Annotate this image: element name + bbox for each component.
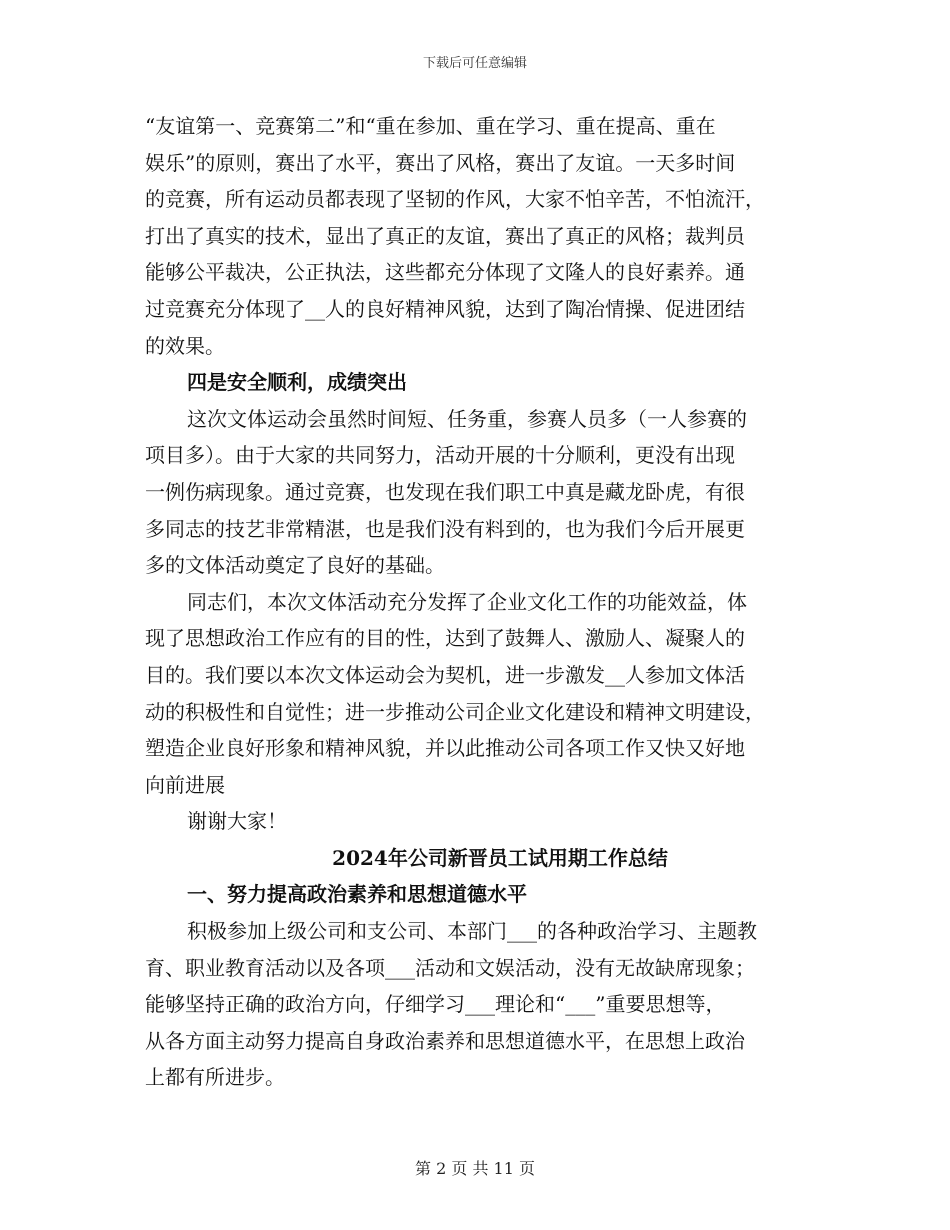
paragraph-line: 项目多）。由于大家的共同努力，活动开展的十分顺利，更没有出现 — [145, 443, 735, 468]
section-heading: 四是安全顺利，成绩突出 — [187, 370, 407, 395]
header-note: 下载后可任意编辑 — [422, 56, 527, 71]
paragraph-line: 动的积极性和自觉性；进一步推动公司企业文化建设和精神文明建设， — [145, 699, 765, 724]
paragraph-line: “友谊第一、竞赛第二”和“重在参加、重在学习、重在提高、重在 — [145, 114, 716, 138]
document-title: 2024年公司新晋员工试用期工作总结 — [332, 845, 668, 870]
paragraph-line: 的效果。 — [145, 333, 225, 358]
closing-line: 谢谢大家！ — [187, 809, 287, 834]
paragraph-line: 现了思想政治工作应有的目的性，达到了鼓舞人、激励人、凝聚人的 — [145, 626, 745, 651]
paragraph-line: 打出了真实的技术，显出了真正的友谊，赛出了真正的风格；裁判员 — [145, 223, 745, 248]
paragraph-line: 塑造企业良好形象和精神风貌，并以此推动公司各项工作又快又好地 — [145, 736, 745, 761]
body-text — [145, 108, 815, 1096]
page-number: 第 2 页 共 11 页 — [415, 1159, 535, 1178]
paragraph-line: 从各方面主动努力提高自身政治素养和思想道德水平，在思想上政治 — [145, 1028, 745, 1053]
paragraph-line: 多的文体活动奠定了良好的基础。 — [145, 553, 445, 578]
section-heading: 一、努力提高政治素养和思想道德水平 — [187, 882, 527, 907]
paragraph-line: 这次文体运动会虽然时间短、任务重，参赛人员多（一人参赛的 — [187, 406, 747, 431]
paragraph-line: 的竞赛，所有运动员都表现了坚韧的作风，大家不怕辛苦，不怕流汗， — [145, 187, 765, 212]
paragraph-line: 过竞赛充分体现了__人的良好精神风貌，达到了陶冶情操、促进团结 — [145, 296, 745, 321]
paragraph-line: 能够公平裁决，公正执法，这些都充分体现了文隆人的良好素养。通 — [145, 260, 745, 285]
paragraph-line: 上都有所进步。 — [145, 1065, 285, 1090]
paragraph-line: 一例伤病现象。通过竞赛，也发现在我们职工中真是藏龙卧虎，有很 — [145, 479, 745, 504]
paragraph-line: 向前进展 — [145, 772, 225, 797]
paragraph-line: 娱乐”的原则，赛出了水平，赛出了风格，赛出了友谊。一天多时间 — [145, 150, 736, 175]
paragraph-line: 育、职业教育活动以及各项___活动和文娱活动，没有无故缺席现象； — [145, 955, 755, 980]
paragraph-line: 多同志的技艺非常精湛，也是我们没有料到的，也为我们今后开展更 — [145, 516, 745, 541]
paragraph-line: 同志们，本次文体活动充分发挥了企业文化工作的功能效益，体 — [187, 589, 747, 614]
paragraph-line: 目的。我们要以本次文体运动会为契机，进一步激发__人参加文体活 — [145, 662, 745, 687]
paragraph-line: 能够坚持正确的政治方向，仔细学习___理论和“___”重要思想等， — [145, 992, 726, 1017]
paragraph-line: 积极参加上级公司和支公司、本部门___的各种政治学习、主题教 — [187, 919, 757, 944]
